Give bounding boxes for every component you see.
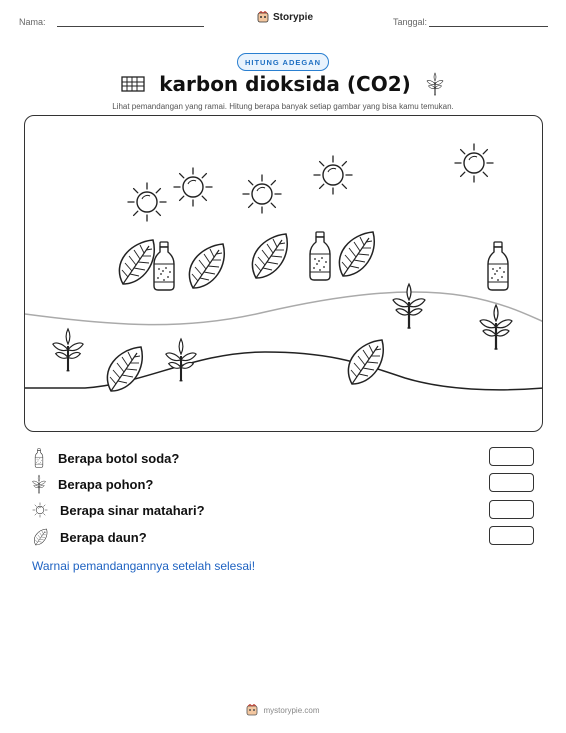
- scene-illustration: [25, 116, 543, 432]
- date-field[interactable]: [429, 26, 548, 27]
- page-title: karbon dioksida (CO2): [159, 72, 411, 96]
- leaf-icon: [348, 340, 383, 384]
- footer-url[interactable]: mystorypie.com: [263, 705, 320, 715]
- footer: [0, 704, 566, 716]
- sun-icon: [314, 156, 352, 194]
- question-text: Berapa daun?: [60, 529, 147, 545]
- answer-box-trees[interactable]: [489, 473, 534, 492]
- leaf-icon: [189, 244, 224, 288]
- sun-icon: [128, 183, 166, 221]
- tree-icon: [393, 284, 425, 328]
- title-row: [0, 72, 566, 96]
- question-bottles: [32, 448, 179, 468]
- question-text: Berapa pohon?: [58, 476, 154, 492]
- tree-icon: [480, 305, 512, 349]
- leaf-icon: [107, 347, 142, 391]
- brand-name: Storypie: [273, 11, 314, 23]
- bottle-icon: [32, 448, 46, 468]
- sun-icon: [32, 500, 48, 520]
- bottle-icon: [310, 232, 330, 280]
- bottle-icon: [154, 242, 174, 290]
- tree-icon: [53, 329, 83, 371]
- leaf-icon: [252, 234, 287, 278]
- brand-logo: [257, 11, 313, 23]
- sprout-icon: [425, 72, 445, 96]
- question-text: Berapa botol soda?: [58, 450, 180, 466]
- date-label: Tanggal:: [393, 17, 428, 27]
- storypie-logo-icon: [246, 704, 258, 716]
- question-text: Berapa sinar matahari?: [60, 502, 205, 518]
- grid-icon: [121, 74, 145, 94]
- sun-icon: [455, 144, 493, 182]
- answer-box-suns[interactable]: [489, 500, 534, 519]
- activity-badge: HITUNG ADEGAN: [237, 53, 329, 71]
- leaf-icon: [119, 240, 154, 284]
- question-trees: [32, 474, 153, 494]
- counting-scene: [24, 115, 543, 432]
- tree-icon: [32, 474, 46, 494]
- answer-box-leaves[interactable]: [489, 526, 534, 545]
- leaf-icon: [32, 527, 48, 547]
- sun-icon: [174, 168, 212, 206]
- name-label: Nama:: [19, 17, 46, 27]
- name-field[interactable]: [57, 26, 204, 27]
- bottle-icon: [488, 242, 508, 290]
- question-suns: [32, 500, 205, 520]
- instructions: Lihat pemandangan yang ramai. Hitung berapa banyak setiap gambar yang bisa kamu temukan.: [112, 102, 454, 111]
- answer-box-bottles[interactable]: [489, 447, 534, 466]
- storypie-logo-icon: [257, 11, 269, 23]
- sun-icon: [243, 175, 281, 213]
- coloring-note: Warnai pemandangannya setelah selesai!: [32, 559, 256, 573]
- leaf-icon: [339, 232, 374, 276]
- tree-icon: [166, 339, 196, 381]
- question-leaves: [32, 527, 147, 547]
